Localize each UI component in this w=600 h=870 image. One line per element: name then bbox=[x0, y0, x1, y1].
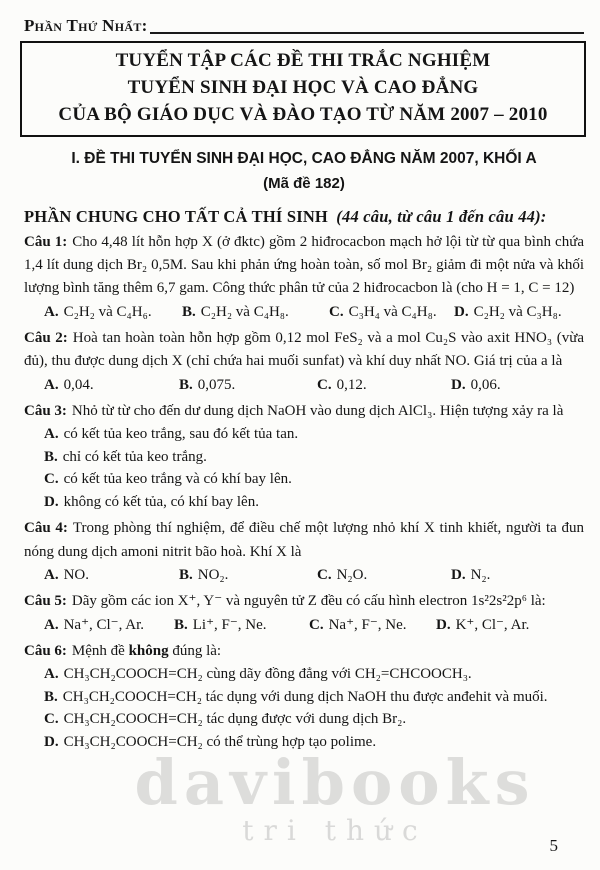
part-heading-note: (44 câu, từ câu 1 đến câu 44): bbox=[336, 206, 547, 226]
option-a bbox=[44, 614, 174, 637]
question-3 bbox=[24, 400, 584, 513]
option-label: A. bbox=[44, 616, 59, 633]
watermark bbox=[120, 746, 550, 847]
question-5-options bbox=[44, 614, 584, 637]
question-6-options bbox=[44, 663, 584, 753]
option-label: A. bbox=[44, 303, 59, 320]
question-6 bbox=[24, 640, 584, 753]
option-c bbox=[317, 564, 451, 587]
question-body: Trong phòng thí nghiệm, để điều chế một lượng nhỏ khí X tinh khiết, người ta đun nóng dung dịch amoni nitrit bão hoà. Khí X là bbox=[24, 520, 585, 560]
option-label: A. bbox=[44, 566, 59, 583]
option-c bbox=[329, 301, 454, 324]
section-heading: I. ĐỀ THI TUYỂN SINH ĐẠI HỌC, CAO ĐẲNG NĂM 2007, KHỐI A bbox=[71, 149, 537, 167]
title-line-3: CỦA BỘ GIÁO DỤC VÀ ĐÀO TẠO TỪ NĂM 2007 – 2010 bbox=[58, 103, 548, 125]
option-c bbox=[317, 374, 451, 397]
question-5-text bbox=[24, 590, 584, 613]
option-label: A. bbox=[44, 376, 59, 393]
option-text: C₃H₄ và C₄H₈. bbox=[348, 303, 437, 320]
option-b bbox=[174, 614, 309, 637]
option-text: C₂H₂ và C₃H₈. bbox=[473, 303, 562, 320]
page-number: 5 bbox=[549, 836, 558, 855]
option-text: Li⁺, F⁻, Ne. bbox=[192, 616, 267, 633]
question-6-text bbox=[24, 640, 584, 663]
option-label: B. bbox=[44, 688, 58, 705]
option-label: B. bbox=[182, 303, 196, 320]
option-label: D. bbox=[451, 376, 466, 393]
title-box bbox=[20, 41, 586, 137]
part-heading-text: PHẦN CHUNG CHO TẤT CẢ THÍ SINH bbox=[24, 206, 328, 226]
option-text: C₂H₂ và C₄H₈. bbox=[200, 303, 289, 320]
option-d bbox=[44, 491, 584, 514]
ruled-line bbox=[150, 32, 584, 34]
option-d bbox=[454, 301, 584, 324]
option-label: A. bbox=[44, 426, 59, 443]
question-number: Câu 4: bbox=[24, 520, 68, 537]
question-1-text bbox=[24, 231, 584, 301]
question-body: Nhỏ từ từ cho đến dư dung dịch NaOH vào dung dịch AlCl₃. Hiện tượng xảy ra là bbox=[71, 403, 564, 420]
question-2-text bbox=[24, 327, 584, 374]
question-4-text bbox=[24, 517, 584, 564]
option-a bbox=[44, 374, 179, 397]
question-1 bbox=[24, 231, 584, 323]
question-3-options bbox=[44, 423, 584, 513]
option-label: D. bbox=[44, 733, 59, 750]
option-d bbox=[451, 564, 584, 587]
option-label: C. bbox=[317, 566, 332, 583]
question-number: Câu 5: bbox=[24, 593, 67, 610]
option-text: NO. bbox=[63, 566, 90, 583]
question-3-text bbox=[24, 400, 584, 423]
option-a bbox=[44, 564, 179, 587]
watermark-text: davibooks bbox=[134, 746, 536, 819]
title-line-2: TUYỂN SINH ĐẠI HỌC VÀ CAO ĐẲNG bbox=[127, 76, 479, 98]
option-label: C. bbox=[329, 303, 344, 320]
question-number: Câu 2: bbox=[24, 330, 68, 347]
question-body: Hoà tan hoàn toàn hỗn hợp gồm 0,12 mol FeS₂ và a mol Cu₂S vào axit HNO₃ (vừa đủ), thu được dung dịch X (chỉ chứa hai muối sunfat) và khí duy nhất NO. Giá trị của a là bbox=[24, 330, 584, 370]
option-text: K⁺, Cl⁻, Ar. bbox=[455, 616, 530, 633]
question-number: Câu 1: bbox=[24, 233, 68, 250]
option-label: A. bbox=[44, 666, 59, 683]
option-label: D. bbox=[454, 303, 469, 320]
option-b bbox=[179, 374, 317, 397]
option-d bbox=[436, 614, 584, 637]
title-line-1: TUYỂN TẬP CÁC ĐỀ THI TRẮC NGHIỆM bbox=[115, 50, 491, 71]
option-b bbox=[44, 446, 584, 469]
option-text: CH₃CH₂COOCH=CH₂ cùng dãy đồng đẳng với CH₂=CHCOOCH₃. bbox=[63, 666, 472, 683]
option-label: C. bbox=[317, 376, 332, 393]
option-text: C₂H₂ và C₄H₆. bbox=[63, 303, 152, 320]
option-label: B. bbox=[44, 448, 58, 465]
option-text: 0,075. bbox=[197, 376, 236, 393]
option-text: Na⁺, F⁻, Ne. bbox=[328, 616, 407, 633]
option-label: D. bbox=[436, 616, 451, 633]
option-text: 0,06. bbox=[470, 376, 501, 393]
question-body: Mệnh đề bbox=[71, 643, 129, 660]
option-c bbox=[44, 468, 584, 491]
option-a bbox=[44, 663, 584, 686]
question-number: Câu 3: bbox=[24, 403, 67, 420]
option-label: C. bbox=[44, 711, 59, 728]
option-b bbox=[179, 564, 317, 587]
option-text: CH₃CH₂COOCH=CH₂ có thể trùng hợp tạo polime. bbox=[63, 733, 377, 750]
option-a bbox=[44, 423, 584, 446]
option-text: 0,04. bbox=[63, 376, 94, 393]
option-text: 0,12. bbox=[336, 376, 367, 393]
question-body-tail: đúng là: bbox=[168, 643, 222, 660]
option-text: NO₂. bbox=[197, 566, 229, 583]
option-d bbox=[451, 374, 584, 397]
question-number: Câu 6: bbox=[24, 643, 67, 660]
question-body: Dãy gồm các ion X⁺, Y⁻ và nguyên tử Z đều có cấu hình electron 1s²2s²2p⁶ là: bbox=[71, 593, 546, 610]
question-4-options bbox=[44, 564, 584, 587]
option-label: C. bbox=[44, 471, 59, 488]
option-d bbox=[44, 731, 584, 754]
option-text: CH₃CH₂COOCH=CH₂ tác dụng được với dung dịch Br₂. bbox=[63, 711, 407, 728]
option-c bbox=[44, 708, 584, 731]
part-heading bbox=[24, 207, 584, 227]
option-a bbox=[44, 301, 182, 324]
question-body: Cho 4,48 lít hỗn hợp X (ở đktc) gồm 2 hiđrocacbon mạch hở lội từ từ qua bình chứa 1,4 lít dung dịch Br₂ 0,5M. Sau khi phản ứng hoàn toàn, số mol Br₂ giảm đi một nửa và khối lượng bình tăng thêm 6,7 gam. Công thức phân tử của 2 hiđrocacbon là (cho H = 1, C = 12) bbox=[24, 233, 584, 297]
option-b bbox=[182, 301, 329, 324]
option-text: Na⁺, Cl⁻, Ar. bbox=[63, 616, 145, 633]
part-label: Phần Thứ Nhất: bbox=[24, 16, 148, 35]
option-label: B. bbox=[179, 376, 193, 393]
question-body-bold: không bbox=[128, 643, 169, 660]
question-5 bbox=[24, 590, 584, 636]
option-label: D. bbox=[451, 566, 466, 583]
option-label: D. bbox=[44, 493, 59, 510]
watermark-subtext: tri thức bbox=[242, 814, 428, 847]
question-1-options bbox=[44, 301, 584, 324]
option-text: CH₃CH₂COOCH=CH₂ tác dụng với dung dịch NaOH thu được anđehit và muối. bbox=[62, 688, 548, 705]
option-text: chỉ có kết tủa keo trắng. bbox=[62, 448, 207, 465]
option-label: B. bbox=[179, 566, 193, 583]
option-b bbox=[44, 686, 584, 709]
option-label: B. bbox=[174, 616, 188, 633]
option-text: có kết tủa keo trắng, sau đó kết tủa tan. bbox=[63, 426, 299, 443]
exam-code: (Mã đề 182) bbox=[263, 174, 345, 192]
option-c bbox=[309, 614, 436, 637]
question-2 bbox=[24, 327, 584, 396]
question-2-options bbox=[44, 374, 584, 397]
question-4 bbox=[24, 517, 584, 586]
option-text: N₂O. bbox=[336, 566, 368, 583]
part-header-row bbox=[24, 12, 584, 36]
option-text: có kết tủa keo trắng và có khí bay lên. bbox=[63, 471, 292, 488]
option-text: không có kết tủa, có khí bay lên. bbox=[63, 493, 259, 510]
option-text: N₂. bbox=[470, 566, 491, 583]
option-label: C. bbox=[309, 616, 324, 633]
